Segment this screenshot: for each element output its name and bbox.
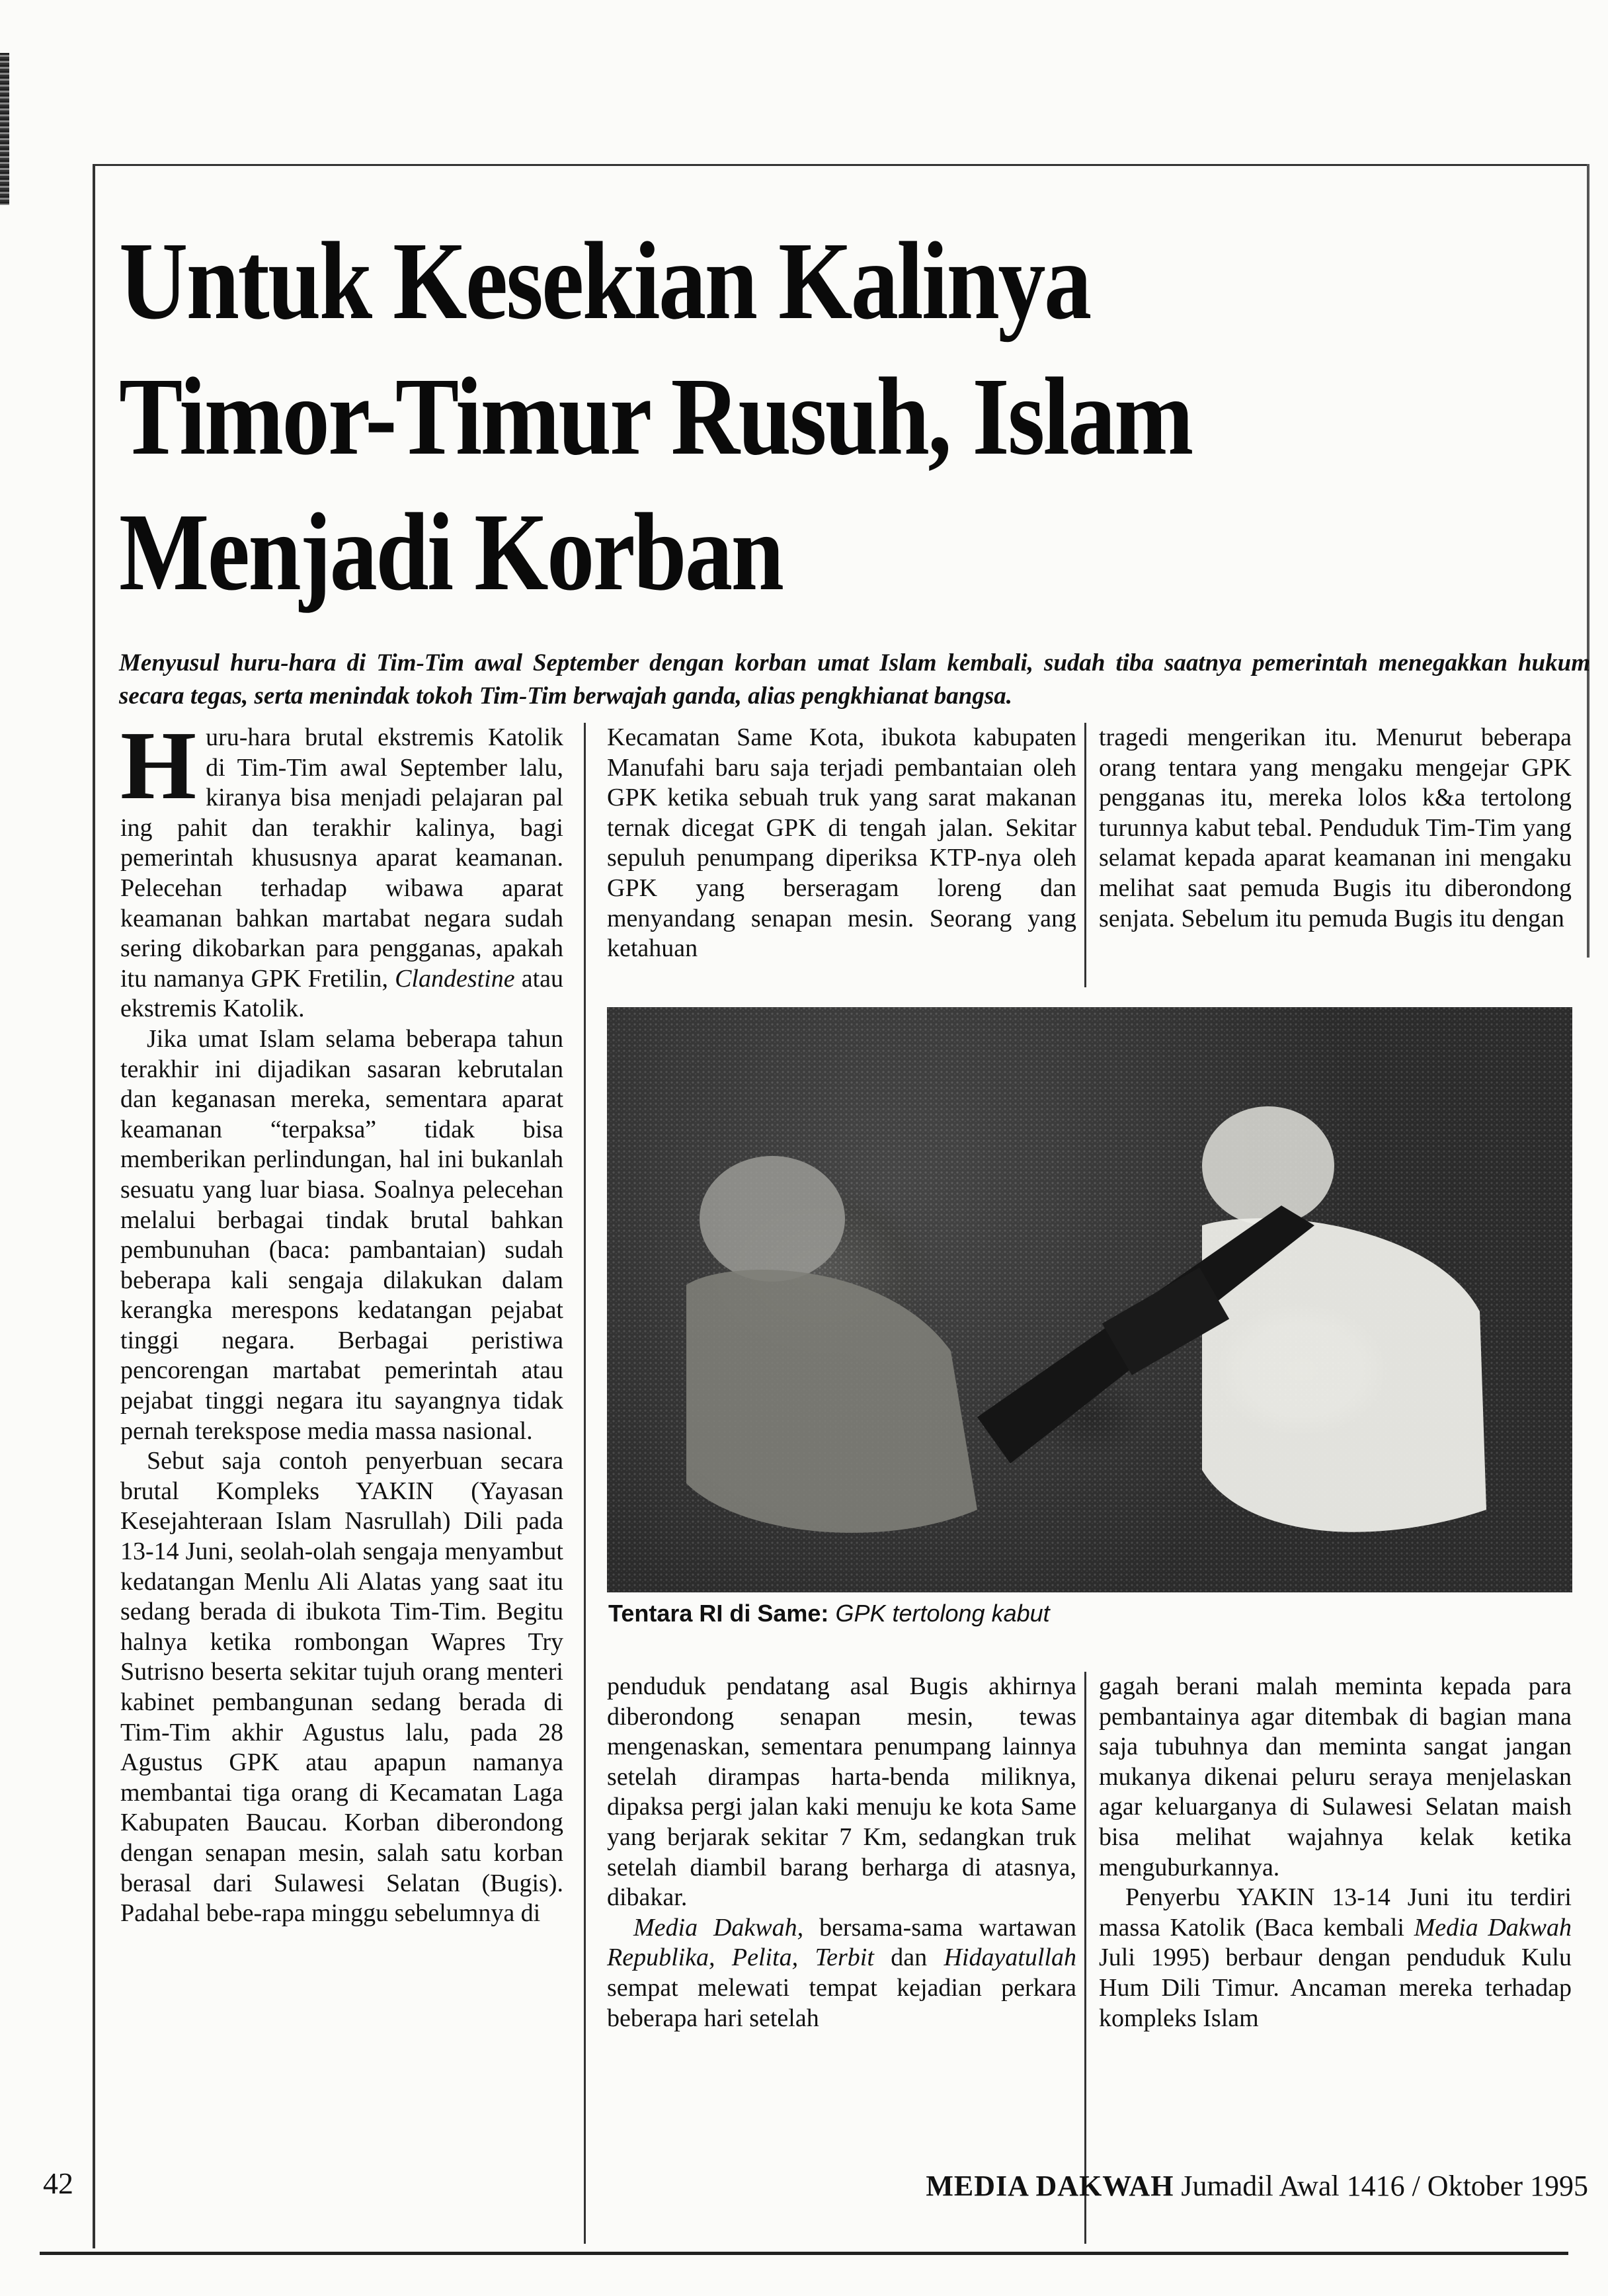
col3-p2-text-a: Penyerbu YAKIN 13-14 Juni itu terdiri massa Katolik (Baca kembali (1099, 1883, 1572, 1942)
col2-p2-text-c: sempat melewati tempat kejadian perkara beberapa hari setelah (607, 1973, 1076, 2032)
caption-italic: GPK tertolong kabut (835, 1600, 1050, 1627)
photo-illustration (607, 1007, 1572, 1592)
col3-bottom-paragraph-1: gagah berani malah meminta kepada para pembantainya agar ditembak di bagian mana saja tubuhnya dan meminta sangat jangan mukanya dikenai peluru seraya menjelaskan agar keluarganya di Sulawesi Selatan maish bisa melihat wajahnya kelak ketika menguburkannya. (1099, 1672, 1572, 1881)
publication-brand: MEDIA DAKWAH (926, 2170, 1174, 2202)
frame-left-rule (93, 164, 95, 2248)
column-3-top (1099, 723, 1572, 934)
col2-hidayatullah: Hidayatullah (944, 1944, 1076, 1972)
column-2-bottom (607, 1672, 1076, 2033)
publication-issue: Jumadil Awal 1416 / Oktober 1995 (1181, 2170, 1588, 2202)
soldier-right-head (1202, 1106, 1334, 1225)
col2-media-dakwah: Media Dakwah, (633, 1913, 804, 1942)
caption-bold: Tentara RI di Same: (608, 1600, 829, 1627)
article-deck: Menyusul huru-hara di Tim-Tim awal September dengan korban umat Islam kembali, sudah tiba saatnya pemerintah menegakkan hukum secara tegas, serta menindak tokoh Tim-Tim berwajah ganda, alias pengkhianat bangsa. (119, 649, 1590, 710)
publication-footer (926, 2169, 1588, 2203)
col2-publications: Republika, Pelita, Terbit (607, 1944, 874, 1972)
col2-bottom-paragraph-2 (607, 1913, 1076, 2033)
frame-top-rule (93, 164, 1589, 166)
col1-paragraph-2: Jika umat Islam selama beberapa tahun terakhir ini dijadikan sasaran kebrutalan dan keganasan mereka, sementara aparat keamanan “terpaksa” tidak bisa memberikan perlindungan, hal ini bukanlah sesuatu yang luar biasa. Soalnya pelecehan melalui berbagai tindak brutal bahkan pembunuhan (baca: pambantaian) sudah beberapa kali sengaja dilakukan dalam kerangka merespons kedatangan pejabat tinggi negara. Berbagai peristiwa pencorengan martabat pemerintah atau pejabat tinggi negara itu sayangnya tidak pernah terekspose media massa nasional. (120, 1024, 563, 1445)
col2-p2-text-b: dan (873, 1944, 944, 1972)
col1-p1-text: uru-hara brutal ekstremis Katolik di Tim-Tim awal September lalu, kiranya bisa menjadi pelajaran pal ing pahit dan terakhir kalinya, bagi pemerintah khususnya aparat keamanan. Pelecehan terhadap wibawa aparat keamanan bahkan martabat negara sudah sering dikobarkan para pengganas, apakah itu namanya GPK Fretilin, (120, 723, 563, 993)
column-divider-1 (584, 723, 586, 2244)
column-divider-2-bottom (1084, 1672, 1086, 2244)
column-1 (120, 712, 563, 1929)
page-number: 42 (43, 2166, 73, 2200)
col3-top-paragraph: tragedi mengerikan itu. Menurut beberapa orang tentara yang mengaku mengejar GPK pengganas itu, mereka lolos k&a tertolong turunnya kabut tebal. Penduduk Tim-Tim yang selamat kepada aparat keamanan ini mengaku melihat saat pemuda Bugis itu diberondong senjata. Sebelum itu pemuda Bugis itu dengan (1099, 723, 1572, 932)
col1-p1-italic: Clandestine (395, 964, 515, 993)
col2-p2-text-a: bersama-sama wartawan (803, 1913, 1077, 1942)
column-divider-2-top (1084, 723, 1086, 987)
scan-bottom-rule (40, 2252, 1568, 2255)
article-headline: Untuk Kesekian Kalinya Timor-Timur Rusuh, Islam Menjadi Korban (119, 220, 1192, 614)
column-2-top (607, 723, 1076, 964)
column-3-bottom (1099, 1672, 1572, 2033)
photo-caption (608, 1598, 1567, 1629)
col3-p2-text-b: Juli 1995) berbaur dengan penduduk Kulu Hum Dili Timur. Ancaman mereka terhadap kompleks Islam (1099, 1944, 1572, 2032)
col1-paragraph-1 (120, 712, 563, 1024)
article-frame (93, 164, 1589, 2248)
col2-bottom-paragraph-1: penduduk pendatang asal Bugis akhirnya diberondong senapan mesin, tewas mengenaskan, sementara penumpang lainnya setelah dirampas harta-benda miliknya, dipaksa pergi jalan kaki menuju ke kota Same yang berjarak sekitar 7 Km, sedangkan truk setelah diambil barang berharga di atasnya, dibakar. (607, 1672, 1076, 1912)
news-photo (607, 1007, 1572, 1592)
col1-paragraph-3: Sebut saja contoh penyerbuan secara brutal Kompleks YAKIN (Yayasan Kesejahteraan Islam Nasrullah) Dili pada 13-14 Juni, seolah-olah sengaja menyambut kedatangan Menlu Ali Alatas yang saat itu sedang berada di ibukota Tim-Tim. Begitu halnya ketika rombongan Wapres Try Sutrisno beserta sekitar tujuh orang menteri kabinet pembangunan sedang berada di Tim-Tim akhir Agustus lalu, pada 28 Agustus GPK atau apapun namanya membantai tiga orang di Kecamatan Laga Kabupaten Baucau. Korban diberondong dengan senapan mesin, salah satu korban berasal dari Sulawesi Selatan (Bugis). Padahal bebe-rapa minggu sebelumnya di (120, 1447, 563, 1928)
col3-bottom-paragraph-2 (1099, 1883, 1572, 2033)
drop-cap: H (120, 712, 197, 820)
scan-edge-artifact (0, 53, 9, 205)
col3-media-dakwah: Media Dakwah (1414, 1913, 1572, 1942)
soldier-left-head (700, 1156, 845, 1282)
col2-top-paragraph: Kecamatan Same Kota, ibukota kabupaten Manufahi baru saja terjadi pembantaian oleh GPK ketika sebuah truk yang sarat makanan ternak dicegat GPK di tengah jalan. Sekitar sepuluh penumpang diperiksa KTP-nya oleh GPK yang berseragam loreng dan menyandang senapan mesin. Seorang yang ketahuan (607, 723, 1076, 963)
frame-right-rule (1587, 164, 1589, 958)
col1-p1-end: atau ekstremis Katolik. (120, 964, 563, 1023)
